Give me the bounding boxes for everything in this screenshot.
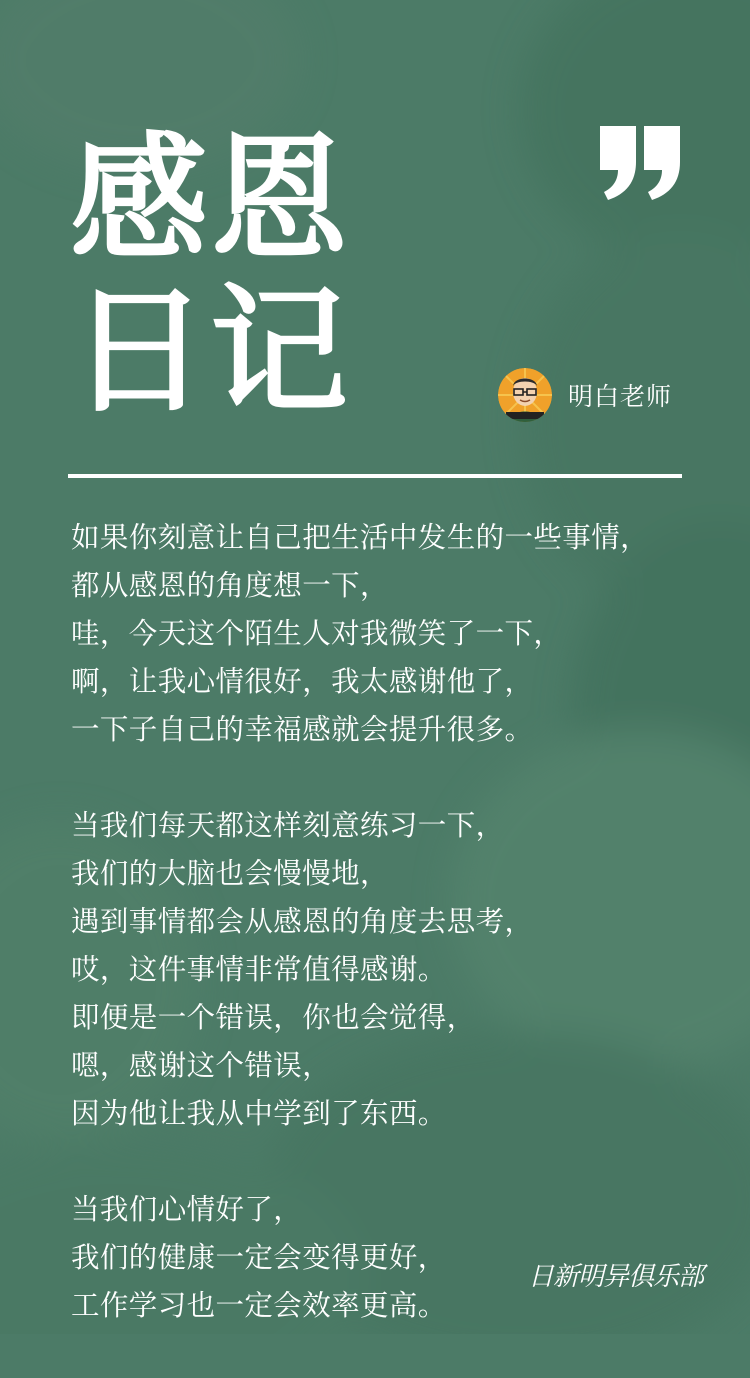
paragraph-2 (71, 802, 711, 1138)
text-line: 遇到事情都会从感恩的角度去思考， (71, 905, 534, 938)
author-info (498, 368, 672, 422)
text-line: 嗯，感谢这个错误， (71, 1049, 332, 1082)
page-title-line-2: 日记 (70, 269, 351, 432)
text-line: 如果你刻意让自己把生活中发生的一些事情， (71, 521, 650, 554)
text-line: 当我们每天都这样刻意练习一下， (71, 809, 505, 842)
text-line: 当我们心情好了， (71, 1193, 303, 1226)
text-line: 我们的大脑也会慢慢地， (71, 857, 389, 890)
text-line: 哇，今天这个陌生人对我微笑了一下， (71, 617, 563, 650)
paragraph-1 (71, 514, 711, 754)
text-line: 因为他让我从中学到了东西。 (71, 1097, 447, 1130)
club-logo-text: 日新明异俱乐部 (528, 1262, 704, 1292)
text-line: 工作学习也一定会效率更高。 (71, 1289, 447, 1322)
article-body (71, 514, 711, 1378)
text-line: 都从感恩的角度想一下， (71, 569, 389, 602)
text-line: 我们的健康一定会变得更好， (71, 1241, 447, 1274)
page-title-line-1: 感恩 (70, 117, 351, 280)
club-logo (528, 1256, 703, 1293)
text-line: 一下子自己的幸福感就会提升很多。 (71, 713, 534, 746)
text-line: 哎，这件事情非常值得感谢。 (71, 953, 447, 986)
text-line: 啊，让我心情很好，我太感谢他了， (71, 665, 534, 698)
text-line: 即便是一个错误，你也会觉得， (71, 1001, 476, 1034)
quote-mark-icon (598, 124, 682, 200)
author-name: 明白老师 (568, 382, 673, 411)
teacher-avatar-icon (498, 368, 552, 422)
divider (68, 474, 682, 478)
